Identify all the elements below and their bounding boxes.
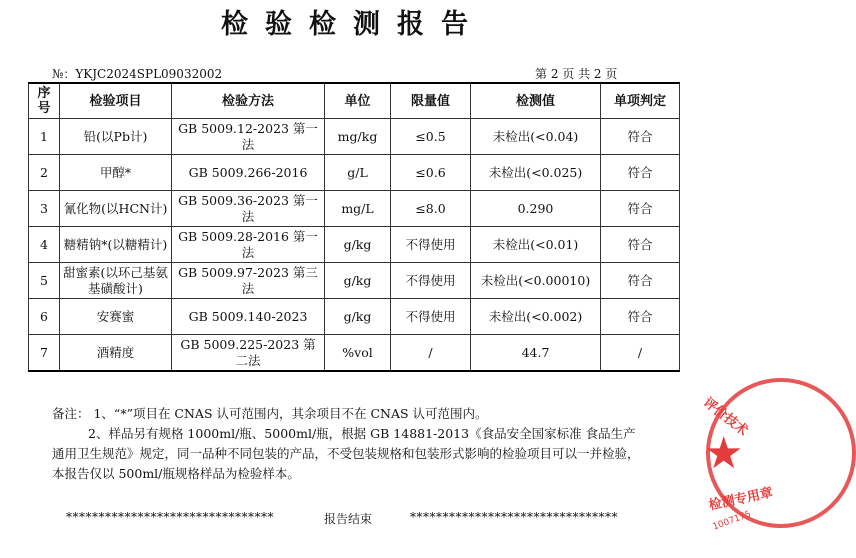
seal-text-bottom: 检测专用章	[707, 485, 775, 514]
test-item-cell: 糖精钠*(以糖精计)	[60, 227, 172, 263]
report-title: 检验检测报告	[221, 9, 485, 40]
test-item-cell: 铅(以Pb计)	[60, 119, 172, 155]
test-results-table	[28, 82, 680, 372]
column-header: 限量值	[391, 83, 471, 119]
unit-cell: g/kg	[325, 299, 391, 335]
verdict-cell: 符合	[601, 227, 680, 263]
verdict-cell: 符合	[601, 119, 680, 155]
test-method-cell: GB 5009.266-2016	[172, 155, 325, 191]
limit-value-cell: /	[391, 335, 471, 372]
table-row	[29, 191, 680, 227]
test-method-cell: GB 5009.140-2023	[172, 299, 325, 335]
limit-value-cell: 不得使用	[391, 299, 471, 335]
test-item-cell: 甲醇*	[60, 155, 172, 191]
measured-value-cell: 未检出(<0.025)	[471, 155, 601, 191]
test-method-cell: GB 5009.97-2023 第三法	[172, 263, 325, 299]
page-number: 第 2 页 共 2 页	[535, 67, 618, 81]
column-header: 检测值	[471, 83, 601, 119]
table-body	[29, 119, 680, 372]
limit-value-cell: ≤8.0	[391, 191, 471, 227]
limit-value-cell: ≤0.6	[391, 155, 471, 191]
table-row	[29, 335, 680, 372]
row-number-cell: 3	[29, 191, 60, 227]
seal-star-icon: ★	[704, 428, 744, 479]
measured-value-cell: 44.7	[471, 335, 601, 372]
table-row	[29, 263, 680, 299]
measured-value-cell: 未检出(<0.04)	[471, 119, 601, 155]
test-item-cell: 氰化物(以HCN计)	[60, 191, 172, 227]
row-number-cell: 7	[29, 335, 60, 372]
unit-cell: g/L	[325, 155, 391, 191]
seal-text-top: 评价技术	[700, 395, 751, 439]
column-header: 序号	[29, 83, 60, 119]
table-header-row	[29, 83, 680, 119]
limit-value-cell: 不得使用	[391, 263, 471, 299]
limit-value-cell: 不得使用	[391, 227, 471, 263]
row-number-cell: 1	[29, 119, 60, 155]
test-item-cell: 安赛蜜	[60, 299, 172, 335]
limit-value-cell: ≤0.5	[391, 119, 471, 155]
verdict-cell: 符合	[601, 155, 680, 191]
test-method-cell: GB 5009.28-2016 第一法	[172, 227, 325, 263]
remarks	[52, 404, 648, 484]
table-row	[29, 227, 680, 263]
table-row	[29, 299, 680, 335]
row-number-cell: 4	[29, 227, 60, 263]
row-number-cell: 2	[29, 155, 60, 191]
verdict-cell: 符合	[601, 191, 680, 227]
column-header: 检验项目	[60, 83, 172, 119]
unit-cell: g/kg	[325, 227, 391, 263]
test-method-cell: GB 5009.36-2023 第一法	[172, 191, 325, 227]
measured-value-cell: 未检出(<0.002)	[471, 299, 601, 335]
unit-cell: g/kg	[325, 263, 391, 299]
table-row	[29, 119, 680, 155]
column-header: 检验方法	[172, 83, 325, 119]
end-stars-left: ********************************	[66, 510, 274, 524]
column-header: 单项判定	[601, 83, 680, 119]
remark-2: 2、样品另有规格 1000ml/瓶、5000ml/瓶，根据 GB 14881-2013《食品安全国家标准 食品生产通用卫生规范》规定，同一品种不同包装的产品，不受包装规格和包装形式影响的检验项目可以一并检验，本报告仅以 500ml/瓶规格样品为检验样本。	[52, 426, 640, 481]
row-number-cell: 5	[29, 263, 60, 299]
measured-value-cell: 未检出(<0.01)	[471, 227, 601, 263]
unit-cell: mg/L	[325, 191, 391, 227]
verdict-cell: 符合	[601, 263, 680, 299]
seal-code: 1007175	[711, 509, 753, 533]
test-method-cell: GB 5009.225-2023 第二法	[172, 335, 325, 372]
measured-value-cell: 0.290	[471, 191, 601, 227]
column-header: 单位	[325, 83, 391, 119]
remark-1: 备注： 1、“*”项目在 CNAS 认可范围内，其余项目不在 CNAS 认可范围内。	[52, 406, 488, 421]
verdict-cell: /	[601, 335, 680, 372]
verdict-cell: 符合	[601, 299, 680, 335]
test-method-cell: GB 5009.12-2023 第一法	[172, 119, 325, 155]
end-stars-right: ********************************	[410, 510, 618, 524]
report-end-text: 报告结束	[324, 512, 373, 526]
report-number: №：YKJC2024SPL09032002	[52, 67, 223, 81]
measured-value-cell: 未检出(<0.00010)	[471, 263, 601, 299]
unit-cell: %vol	[325, 335, 391, 372]
row-number-cell: 6	[29, 299, 60, 335]
test-item-cell: 酒精度	[60, 335, 172, 372]
test-item-cell: 甜蜜素(以环己基氨基磺酸计)	[60, 263, 172, 299]
unit-cell: mg/kg	[325, 119, 391, 155]
table-row	[29, 155, 680, 191]
